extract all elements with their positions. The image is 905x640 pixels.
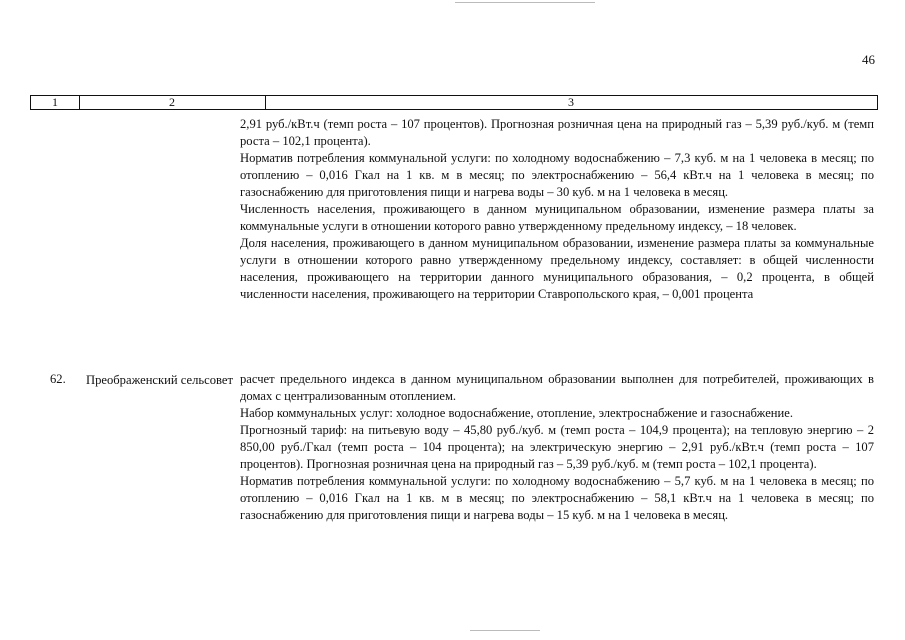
header-cell-3: 3 [568,95,574,109]
paragraph: расчет предельного индекса в данном муниципальном образовании выполнен для потребителей, проживающих в домах с централизованным отоплением. [240,372,874,403]
paragraph: 2,91 руб./кВт.ч (темп роста – 107 процентов). Прогнозная розничная цена на природный газ – 5,39 руб./куб. м (темп роста – 102,1 процента). [240,117,874,148]
table-header-row [30,95,878,110]
paragraph: Набор коммунальных услуг: холодное водоснабжение, отопление, электроснабжение и газоснабжение. [240,406,793,420]
paragraph: Численность населения, проживающего в данном муниципальном образовании, изменение размера платы за коммунальные услуги в отношении которого равно утвержденному предельному индексу, – 18 человек. [240,202,874,233]
scan-artifact [455,2,595,3]
header-cell-1: 1 [31,96,80,109]
paragraph: Норматив потребления коммунальной услуги: по холодному водоснабжению – 7,3 куб. м на 1 человека в месяц; по отоплению – 0,016 Гкал на 1 кв. м в месяц; по электроснабжению – 56,4 кВт.ч на 1 человека в месяц; по газоснабжению для приготовления пищи и нагрева воды – 30 куб. м на 1 человека в месяц. [240,151,874,199]
scan-artifact [470,630,540,631]
row-62-text-block [240,371,874,524]
paragraph: Прогнозный тариф: на питьевую воду – 45,80 руб./куб. м (темп роста – 104,9 процента); на тепловую энергию – 2 850,00 руб./Гкал (темп роста – 104 процента); на электрическую энергию – 2,91 руб./кВт.ч (темп роста – 107 процентов). Прогнозная розничная цена на природный газ – 5,39 руб./куб. м (темп роста – 102,1 процента). [240,423,874,471]
page-number: 46 [862,52,875,67]
top-text-block [240,116,874,303]
paragraph: Норматив потребления коммунальной услуги: по холодному водоснабжению – 5,7 куб. м на 1 человека в месяц; по отоплению – 0,016 Гкал на 1 кв. м в месяц; по электроснабжению – 58,1 кВт.ч на 1 человека в месяц; по газоснабжению для приготовления пищи и нагрева воды – 15 куб. м на 1 человека в месяц. [240,474,874,522]
municipality-name: Преображенский сельсовет [86,373,233,387]
row-number: 62. [50,372,66,386]
paragraph: Доля населения, проживающего в данном муниципальном образовании, изменение размера платы за коммунальные услуги в отношении которого равно утвержденному предельному индексу, составляет: в общей численности населения, проживающего на территории данного муниципального образования, – 0,2 процента, в общей численности населения, проживающего на территории Ставропольского края, – 0,001 процента [240,236,874,301]
header-cell-2: 2 [79,96,266,109]
